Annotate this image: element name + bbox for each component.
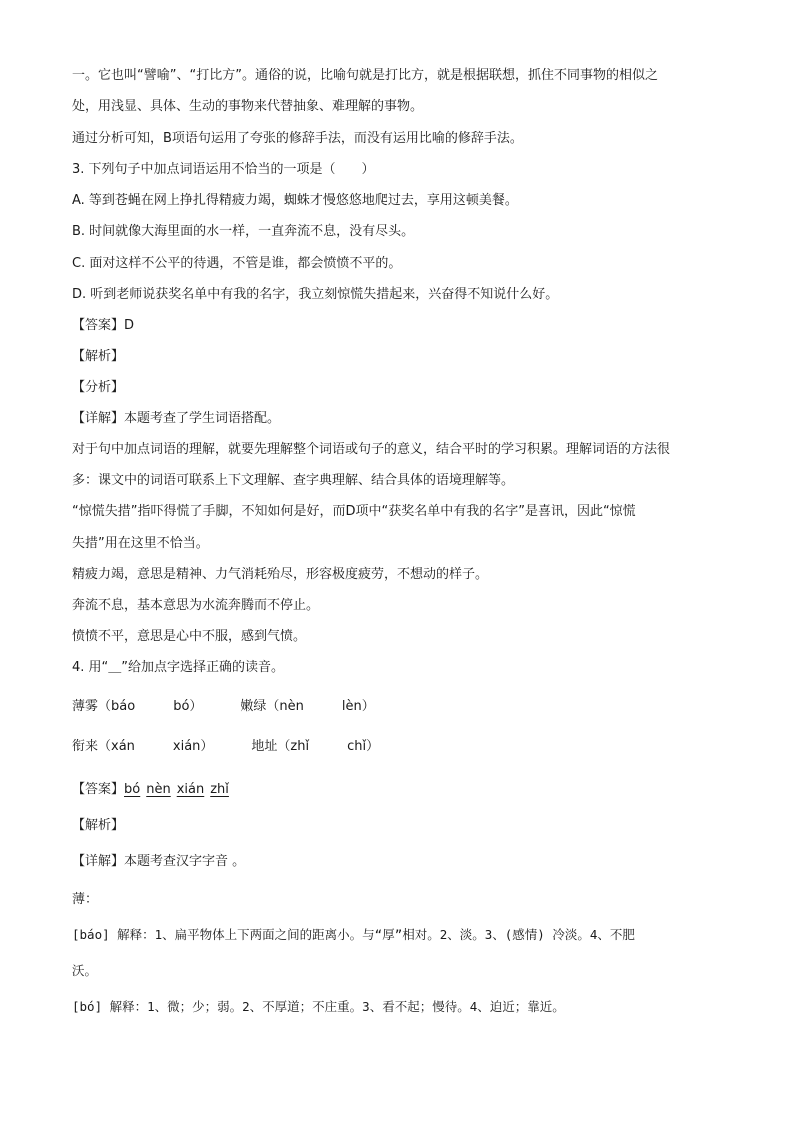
text-line: 一。它也叫“譬喻”、“打比方”。通俗的说，比喻句就是打比方，就是根据联想，抓住不同事物的相似之: [72, 68, 658, 83]
analysis-label: 【解析】: [72, 349, 125, 364]
analysis-sub-label: 【分析】: [72, 380, 125, 395]
pinyin-row: [72, 697, 375, 717]
text-line: 处，用浅显、具体、生动的事物来代替抽象、难理解的事物。: [72, 99, 424, 114]
pinyin-item: 地址（zhǐ: [251, 739, 310, 754]
text-line: 失措”用在这里不恰当。: [72, 536, 209, 551]
detail-label: 【详解】本题考查汉字字音 。: [72, 854, 246, 869]
text-line: 精疲力竭，意思是精神、力气消耗殆尽，形容极度疲劳，不想动的样子。: [72, 567, 489, 582]
text-line: 多：课文中的词语可联系上下文理解、查字典理解、结合具体的语境理解等。: [72, 473, 515, 488]
text-line: 对于句中加点词语的理解，就要先理解整个词语或句子的意义，结合平时的学习积累。理解词语的方法很: [72, 442, 671, 457]
option-c: C. 面对这样不公平的待遇，不管是谁，都会愤愤不平的。: [72, 256, 402, 271]
text-line: 奔流不息，基本意思为水流奔腾而不停止。: [72, 598, 320, 613]
text-line: “惊慌失措”指吓得慌了手脚，不知如何是好，而D项中“获奖名单中有我的名字”是喜讯，因此“惊慌: [72, 504, 636, 519]
definition-line: [báo] 解释：1、扁平物体上下两面之间的距离小。与“厚”相对。2、淡。3、(感情) 冷淡。4、不肥: [72, 927, 635, 942]
answer-pinyin: zhǐ: [210, 782, 229, 797]
answer-label: 【答案】D: [72, 318, 135, 333]
option-d: D. 听到老师说获奖名单中有我的名字，我立刻惊慌失措起来，兴奋得不知说什么好。: [72, 287, 559, 302]
question-4: 4. 用“＿”给加点字选择正确的读音。: [72, 660, 285, 675]
answer-pinyin: xián: [176, 782, 205, 797]
text-line: 薄：: [72, 892, 99, 907]
answer-row: [72, 780, 229, 800]
pinyin-item: bó）: [173, 699, 203, 714]
option-b: B. 时间就像大海里面的水一样，一直奔流不息，没有尽头。: [72, 224, 415, 239]
option-a: A. 等到苍蝇在网上挣扎得精疲力竭，蜘蛛才慢悠悠地爬过去，享用这顿美餐。: [72, 193, 518, 208]
pinyin-item: chǐ）: [347, 739, 380, 754]
pinyin-row: [72, 737, 379, 757]
definition-line: [bó] 解释：1、微；少；弱。2、不厚道；不庄重。3、看不起；慢待。4、迫近；靠近。: [72, 999, 565, 1014]
answer-pinyin: nèn: [146, 782, 171, 797]
analysis-label: 【解析】: [72, 818, 125, 833]
pinyin-item: 薄雾（báo: [72, 699, 136, 714]
pinyin-item: 嫩绿（nèn: [240, 699, 304, 714]
answer-pinyin: bó: [124, 782, 141, 797]
question-3: 3. 下列句子中加点词语运用不恰当的一项是（ ）: [72, 162, 375, 177]
definition-line: 沃。: [72, 963, 98, 978]
text-line: 愤愤不平，意思是心中不服，感到气愤。: [72, 629, 307, 644]
answer-label: 【答案】: [72, 782, 125, 797]
pinyin-item: lèn）: [341, 699, 375, 714]
text-line: 通过分析可知，B项语句运用了夸张的修辞手法，而没有运用比喻的修辞手法。: [72, 131, 523, 146]
detail-label: 【详解】本题考查了学生词语搭配。: [72, 411, 281, 426]
pinyin-item: xián）: [172, 739, 214, 754]
pinyin-item: 衔来（xán: [72, 739, 135, 754]
